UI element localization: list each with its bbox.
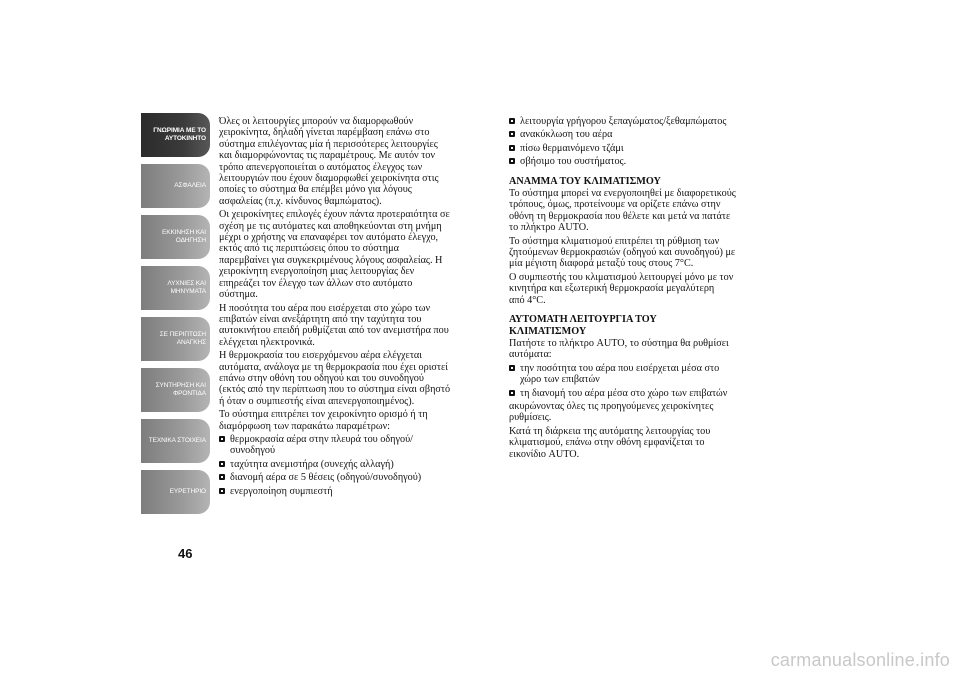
page-number: 46 bbox=[178, 546, 193, 561]
list-item: σβήσιμο του συστήματος. bbox=[509, 156, 784, 167]
paragraph: Κατά τη διάρκεια της αυτόματης λειτουργίας του κλιματισμού, επάνω στην οθόνη εμφανίζεται το εικονίδιο AUTO. bbox=[509, 425, 711, 460]
watermark: carmanualsonline.info bbox=[770, 650, 950, 670]
paragraph: Το σύστημα μπορεί να ενεργοποιηθεί με διαφορετικούς τρόπους, όμως, προτείνουμε να ορίζετε επάνω στην οθόνη τη θερμοκρασία που θέλετε και μετά να πατάτε το πλήκτρο AUTO. bbox=[509, 188, 736, 234]
chapter-sidebar bbox=[141, 113, 210, 521]
tab-warning-lights[interactable]: ΛΥΧΝΙΕΣ ΚΑΙ ΜΗΝΥΜΑΤΑ bbox=[141, 266, 210, 310]
section-heading: ΑΥΤΟΜΑΤΗ ΛΕΙΤΟΥΡΓΙΑ ΤΟΥ ΚΛΙΜΑΤΙΣΜΟΥ bbox=[509, 314, 657, 337]
list-item: διανομή αέρα σε 5 θέσεις (οδηγού/συνοδηγού) bbox=[219, 472, 495, 483]
tab-index[interactable]: ΕΥΡΕΤΗΡΙΟ bbox=[141, 470, 210, 514]
left-column bbox=[219, 116, 495, 499]
list-item: ανακύκλωση του αέρα bbox=[509, 129, 784, 140]
tab-starting-driving[interactable]: ΕΚΚΙΝΗΣΗ ΚΑΙ ΟΔΗΓΗΣΗ bbox=[141, 215, 210, 259]
section-heading: ΑΝΑΜΜΑ ΤΟΥ ΚΛΙΜΑΤΙΣΜΟΥ bbox=[509, 175, 661, 187]
paragraph: ακυρώνοντας όλες τις προηγούμενες χειροκίνητες ρυθμίσεις. bbox=[509, 400, 714, 424]
paragraph: Οι χειροκίνητες επιλογές έχουν πάντα προτεραιότητα σε σχέση με τις αυτόματες και αποθηκεύονται στη μνήμη μέχρι ο χρήστης να επαναφέρει τον αυτόματο έλεγχο, εκτός από τις περιπτώσεις όπου το σύστημα παρεμβαίνει για συγκεκριμένους λόγους ασφαλείας. Η χειροκίνητη ενεργοποίηση μιας λειτουργίας δεν επηρεάζει τον έλεγχο των άλλων στο αυτόματο σύστημα. bbox=[219, 209, 450, 301]
paragraph: Η ποσότητα του αέρα που εισέρχεται στο χώρο των επιβατών είναι ανεξάρτητη από την ταχύτητα του αυτοκινήτου επειδή ρυθμίζεται από τον ανεμιστήρα που ελέγχεται ηλεκτρονικά. bbox=[219, 302, 449, 348]
tab-emergency[interactable]: ΣΕ ΠΕΡΙΠΤΩΣΗ ΑΝΑΓΚΗΣ bbox=[141, 317, 210, 361]
list-item: πίσω θερμαινόμενο τζάμι bbox=[509, 143, 784, 154]
list-item: θερμοκρασία αέρα στην πλευρά του οδηγού/ συνοδηγού bbox=[219, 434, 495, 457]
list-item: τη διανομή του αέρα μέσα στο χώρο των επιβατών bbox=[509, 388, 784, 399]
paragraph: Πατήστε το πλήκτρο AUTO, το σύστημα θα ρυθμίσει αυτόματα: bbox=[509, 337, 729, 361]
list-item: την ποσότητα του αέρα που εισέρχεται μέσα στο χώρο των επιβατών bbox=[509, 363, 784, 386]
tab-maintenance[interactable]: ΣΥΝΤΗΡΗΣΗ ΚΑΙ ΦΡΟΝΤΙΔΑ bbox=[141, 368, 210, 412]
paragraph: Ο συμπιεστής του κλιματισμού λειτουργεί μόνο με τον κινητήρα και εξωτερική θερμοκρασία μεγαλύτερη από 4°C. bbox=[509, 271, 734, 306]
list-item: λειτουργία γρήγορου ξεπαγώματος/ξεθαμπώματος bbox=[509, 116, 784, 127]
list-item: ενεργοποίηση συμπιεστή bbox=[219, 486, 495, 497]
paragraph: Το σύστημα επιτρέπει τον χειροκίνητο ορισμό ή τη διαμόρφωση των παρακάτω παραμέτρων: bbox=[219, 409, 428, 432]
paragraph: Το σύστημα κλιματισμού επιτρέπει τη ρύθμιση των ζητούμενων θερμοκρασιών (οδηγού και συνοδηγού) με μία μέγιστη διαφορά μεταξύ τους στους 7°C. bbox=[509, 235, 736, 270]
right-column bbox=[509, 116, 784, 462]
tab-safety[interactable]: ΑΣΦΑΛΕΙΑ bbox=[141, 164, 210, 208]
list-item: ταχύτητα ανεμιστήρα (συνεχής αλλαγή) bbox=[219, 459, 495, 470]
paragraph: Όλες οι λειτουργίες μπορούν να διαμορφωθούν χειροκίνητα, δηλαδή γίνεται παρέμβαση επάνω στο σύστημα επιλέγοντας μία ή περισσότερες λειτουργίες και διαμορφώνοντας τις παραμέτρους. Με αυτόν τον τρόπο απενεργοποιείται ο αυτόματος έλεγχος των λειτουργιών που έχουν διαμορφωθεί χειροκίνητα στις οποίες το σύστημα θα επέμβει μόνο για λόγους ασφαλείας (π.χ. κίνδυνος θαμπώματος). bbox=[219, 116, 439, 207]
paragraph: Η θερμοκρασία του εισερχόμενου αέρα ελέγχεται αυτόματα, ανάλογα με τη θερμοκρασία που έχει οριστεί επάνω στην οθόνη του οδηγού και του συνοδηγού (εκτός από την περίπτωση που το σύστημα είναι σβηστό ή όταν ο συμπιεστής είναι απενεργοποιημένος). bbox=[219, 350, 451, 407]
tab-technical-data[interactable]: ΤΕΧΝΙΚΑ ΣΤΟΙΧΕΙΑ bbox=[141, 419, 210, 463]
tab-getting-to-know-car[interactable]: ΓΝΩΡΙΜΙΑ ΜΕ ΤΟ ΑΥΤΟΚΙΝΗΤΟ bbox=[141, 113, 210, 157]
